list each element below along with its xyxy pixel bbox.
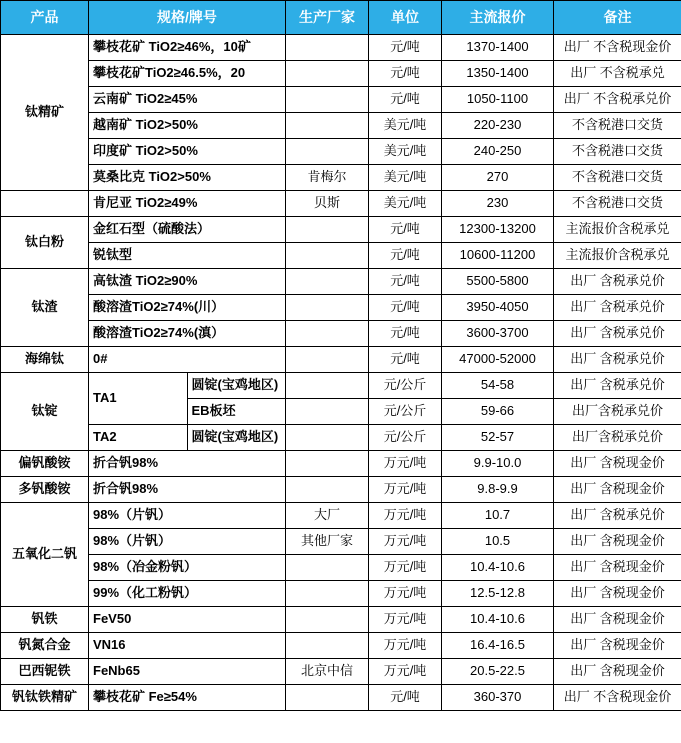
cell-product: 巴西铌铁 bbox=[1, 659, 89, 685]
cell-maker: 其他厂家 bbox=[286, 529, 369, 555]
table-row bbox=[1, 659, 681, 685]
cell-maker: 北京中信 bbox=[286, 659, 369, 685]
cell-note: 出厂 含税现金价 bbox=[554, 529, 681, 555]
cell-note: 不含税港口交货 bbox=[554, 165, 681, 191]
table-row bbox=[1, 217, 681, 243]
cell-unit: 万元/吨 bbox=[369, 633, 442, 659]
cell-product: 钛锭 bbox=[1, 373, 89, 451]
table-row bbox=[1, 529, 681, 555]
table-row bbox=[1, 451, 681, 477]
header-note: 备注 bbox=[554, 1, 681, 35]
cell-note: 出厂 不含税现金价 bbox=[554, 35, 681, 61]
cell-spec: VN16 bbox=[89, 633, 286, 659]
cell-note: 出厂含税承兑价 bbox=[554, 399, 681, 425]
cell-product: 钒铁 bbox=[1, 607, 89, 633]
cell-price: 5500-5800 bbox=[442, 269, 554, 295]
cell-product: 钛精矿 bbox=[1, 35, 89, 191]
cell-price: 10.4-10.6 bbox=[442, 607, 554, 633]
cell-price: 10.7 bbox=[442, 503, 554, 529]
cell-note: 出厂 含税现金价 bbox=[554, 451, 681, 477]
cell-spec: 高钛渣 TiO2≥90% bbox=[89, 269, 286, 295]
cell-spec: 云南矿 TiO2≥45% bbox=[89, 87, 286, 113]
header-row bbox=[1, 1, 681, 35]
cell-maker bbox=[286, 347, 369, 373]
header-maker: 生产厂家 bbox=[286, 1, 369, 35]
cell-note: 出厂 含税承兑价 bbox=[554, 347, 681, 373]
cell-maker bbox=[286, 61, 369, 87]
cell-unit: 美元/吨 bbox=[369, 113, 442, 139]
cell-unit: 万元/吨 bbox=[369, 503, 442, 529]
cell-price: 10.4-10.6 bbox=[442, 555, 554, 581]
cell-product: 偏钒酸铵 bbox=[1, 451, 89, 477]
cell-price: 9.8-9.9 bbox=[442, 477, 554, 503]
table-body bbox=[1, 35, 681, 711]
cell-spec: 98%（片钒） bbox=[89, 529, 286, 555]
cell-spec: 锐钛型 bbox=[89, 243, 286, 269]
cell-spec: 攀枝花矿 Fe≥54% bbox=[89, 685, 286, 711]
cell-unit: 万元/吨 bbox=[369, 659, 442, 685]
cell-unit: 元/公斤 bbox=[369, 425, 442, 451]
cell-price: 12300-13200 bbox=[442, 217, 554, 243]
cell-note: 出厂 含税现金价 bbox=[554, 659, 681, 685]
table-row bbox=[1, 269, 681, 295]
cell-unit: 美元/吨 bbox=[369, 139, 442, 165]
cell-product bbox=[1, 191, 89, 217]
cell-maker bbox=[286, 555, 369, 581]
cell-product: 钒钛铁精矿 bbox=[1, 685, 89, 711]
cell-spec: 肯尼亚 TiO2≥49% bbox=[89, 191, 286, 217]
table-row bbox=[1, 139, 681, 165]
cell-product: 海绵钛 bbox=[1, 347, 89, 373]
cell-price: 47000-52000 bbox=[442, 347, 554, 373]
cell-spec: 折合钒98% bbox=[89, 477, 286, 503]
cell-unit: 元/吨 bbox=[369, 243, 442, 269]
cell-price: 9.9-10.0 bbox=[442, 451, 554, 477]
cell-unit: 元/吨 bbox=[369, 321, 442, 347]
table-row bbox=[1, 477, 681, 503]
cell-price: 230 bbox=[442, 191, 554, 217]
table-row bbox=[1, 321, 681, 347]
cell-spec: FeV50 bbox=[89, 607, 286, 633]
cell-spec-detail: EB板坯 bbox=[187, 399, 286, 425]
table-header bbox=[1, 1, 681, 35]
cell-maker bbox=[286, 243, 369, 269]
cell-price: 1370-1400 bbox=[442, 35, 554, 61]
cell-unit: 元/吨 bbox=[369, 87, 442, 113]
cell-note: 出厂 含税承兑价 bbox=[554, 321, 681, 347]
cell-maker bbox=[286, 373, 369, 399]
cell-unit: 万元/吨 bbox=[369, 581, 442, 607]
cell-price: 3600-3700 bbox=[442, 321, 554, 347]
cell-spec: 莫桑比克 TiO2>50% bbox=[89, 165, 286, 191]
cell-price: 3950-4050 bbox=[442, 295, 554, 321]
cell-maker bbox=[286, 685, 369, 711]
cell-maker: 大厂 bbox=[286, 503, 369, 529]
table-row bbox=[1, 347, 681, 373]
table-row bbox=[1, 607, 681, 633]
table-row bbox=[1, 61, 681, 87]
cell-spec: 越南矿 TiO2>50% bbox=[89, 113, 286, 139]
cell-maker bbox=[286, 581, 369, 607]
cell-maker bbox=[286, 113, 369, 139]
cell-maker bbox=[286, 269, 369, 295]
cell-price: 1050-1100 bbox=[442, 87, 554, 113]
cell-note: 出厂 不含税承兑价 bbox=[554, 87, 681, 113]
cell-unit: 万元/吨 bbox=[369, 555, 442, 581]
table-row bbox=[1, 633, 681, 659]
cell-unit: 元/吨 bbox=[369, 61, 442, 87]
header-spec: 规格/牌号 bbox=[89, 1, 286, 35]
cell-maker bbox=[286, 399, 369, 425]
cell-unit: 美元/吨 bbox=[369, 191, 442, 217]
cell-spec: 金红石型（硫酸法） bbox=[89, 217, 286, 243]
cell-maker: 贝斯 bbox=[286, 191, 369, 217]
cell-note: 出厂 含税承兑价 bbox=[554, 269, 681, 295]
cell-spec: TA2 bbox=[89, 425, 188, 451]
cell-note: 出厂 不含税现金价 bbox=[554, 685, 681, 711]
cell-spec: 98%（片钒） bbox=[89, 503, 286, 529]
cell-product: 多钒酸铵 bbox=[1, 477, 89, 503]
cell-price: 240-250 bbox=[442, 139, 554, 165]
cell-note: 出厂 含税承兑价 bbox=[554, 503, 681, 529]
cell-price: 16.4-16.5 bbox=[442, 633, 554, 659]
cell-note: 主流报价含税承兑 bbox=[554, 243, 681, 269]
cell-price: 52-57 bbox=[442, 425, 554, 451]
cell-maker bbox=[286, 425, 369, 451]
cell-spec: 99%（化工粉钒） bbox=[89, 581, 286, 607]
cell-note: 不含税港口交货 bbox=[554, 191, 681, 217]
table-row bbox=[1, 295, 681, 321]
cell-product: 五氧化二钒 bbox=[1, 503, 89, 607]
cell-product: 钛白粉 bbox=[1, 217, 89, 269]
cell-spec: TA1 bbox=[89, 373, 188, 425]
cell-spec: 印度矿 TiO2>50% bbox=[89, 139, 286, 165]
cell-product: 钛渣 bbox=[1, 269, 89, 347]
cell-note: 出厂 含税承兑价 bbox=[554, 373, 681, 399]
cell-note: 出厂 含税现金价 bbox=[554, 607, 681, 633]
cell-maker bbox=[286, 87, 369, 113]
cell-price: 20.5-22.5 bbox=[442, 659, 554, 685]
table-row bbox=[1, 243, 681, 269]
cell-maker bbox=[286, 321, 369, 347]
cell-maker bbox=[286, 607, 369, 633]
cell-price: 360-370 bbox=[442, 685, 554, 711]
cell-maker bbox=[286, 451, 369, 477]
cell-unit: 元/吨 bbox=[369, 35, 442, 61]
cell-unit: 元/吨 bbox=[369, 685, 442, 711]
cell-price: 220-230 bbox=[442, 113, 554, 139]
cell-maker bbox=[286, 477, 369, 503]
cell-maker bbox=[286, 295, 369, 321]
cell-price: 54-58 bbox=[442, 373, 554, 399]
header-price: 主流报价 bbox=[442, 1, 554, 35]
cell-unit: 元/公斤 bbox=[369, 373, 442, 399]
cell-spec: FeNb65 bbox=[89, 659, 286, 685]
cell-price: 10600-11200 bbox=[442, 243, 554, 269]
cell-note: 出厂 含税现金价 bbox=[554, 477, 681, 503]
cell-note: 出厂 含税现金价 bbox=[554, 633, 681, 659]
table-row bbox=[1, 165, 681, 191]
cell-note: 出厂 含税现金价 bbox=[554, 555, 681, 581]
cell-note: 出厂含税承兑价 bbox=[554, 425, 681, 451]
cell-note: 不含税港口交货 bbox=[554, 139, 681, 165]
cell-unit: 万元/吨 bbox=[369, 529, 442, 555]
table-row bbox=[1, 555, 681, 581]
cell-price: 1350-1400 bbox=[442, 61, 554, 87]
cell-spec: 攀枝花矿TiO2≥46.5%，20 bbox=[89, 61, 286, 87]
cell-note: 不含税港口交货 bbox=[554, 113, 681, 139]
cell-spec: 攀枝花矿 TiO2≥46%，10矿 bbox=[89, 35, 286, 61]
cell-unit: 元/公斤 bbox=[369, 399, 442, 425]
cell-maker bbox=[286, 217, 369, 243]
table-row bbox=[1, 113, 681, 139]
cell-spec: 折合钒98% bbox=[89, 451, 286, 477]
table-row bbox=[1, 503, 681, 529]
cell-note: 出厂 含税承兑价 bbox=[554, 295, 681, 321]
cell-unit: 美元/吨 bbox=[369, 165, 442, 191]
cell-unit: 元/吨 bbox=[369, 269, 442, 295]
cell-spec: 0# bbox=[89, 347, 286, 373]
cell-maker bbox=[286, 35, 369, 61]
table-row bbox=[1, 581, 681, 607]
cell-unit: 万元/吨 bbox=[369, 607, 442, 633]
table-row bbox=[1, 191, 681, 217]
cell-price: 12.5-12.8 bbox=[442, 581, 554, 607]
cell-maker bbox=[286, 633, 369, 659]
table-row bbox=[1, 685, 681, 711]
table-row bbox=[1, 373, 681, 399]
table-row bbox=[1, 87, 681, 113]
cell-unit: 万元/吨 bbox=[369, 451, 442, 477]
cell-unit: 元/吨 bbox=[369, 347, 442, 373]
cell-spec-detail: 圆锭(宝鸡地区) bbox=[187, 373, 286, 399]
cell-spec: 酸溶渣TiO2≥74%(滇） bbox=[89, 321, 286, 347]
cell-unit: 万元/吨 bbox=[369, 477, 442, 503]
cell-spec: 98%（冶金粉钒） bbox=[89, 555, 286, 581]
cell-price: 59-66 bbox=[442, 399, 554, 425]
header-product: 产品 bbox=[1, 1, 89, 35]
cell-maker: 肯梅尔 bbox=[286, 165, 369, 191]
cell-note: 出厂 不含税承兑 bbox=[554, 61, 681, 87]
cell-price: 10.5 bbox=[442, 529, 554, 555]
cell-price: 270 bbox=[442, 165, 554, 191]
table-row bbox=[1, 35, 681, 61]
cell-product: 钒氮合金 bbox=[1, 633, 89, 659]
cell-note: 主流报价含税承兑 bbox=[554, 217, 681, 243]
header-unit: 单位 bbox=[369, 1, 442, 35]
table-row bbox=[1, 425, 681, 451]
cell-maker bbox=[286, 139, 369, 165]
cell-spec-detail: 圆锭(宝鸡地区) bbox=[187, 425, 286, 451]
cell-unit: 元/吨 bbox=[369, 217, 442, 243]
cell-note: 出厂 含税现金价 bbox=[554, 581, 681, 607]
cell-unit: 元/吨 bbox=[369, 295, 442, 321]
cell-spec: 酸溶渣TiO2≥74%(川） bbox=[89, 295, 286, 321]
